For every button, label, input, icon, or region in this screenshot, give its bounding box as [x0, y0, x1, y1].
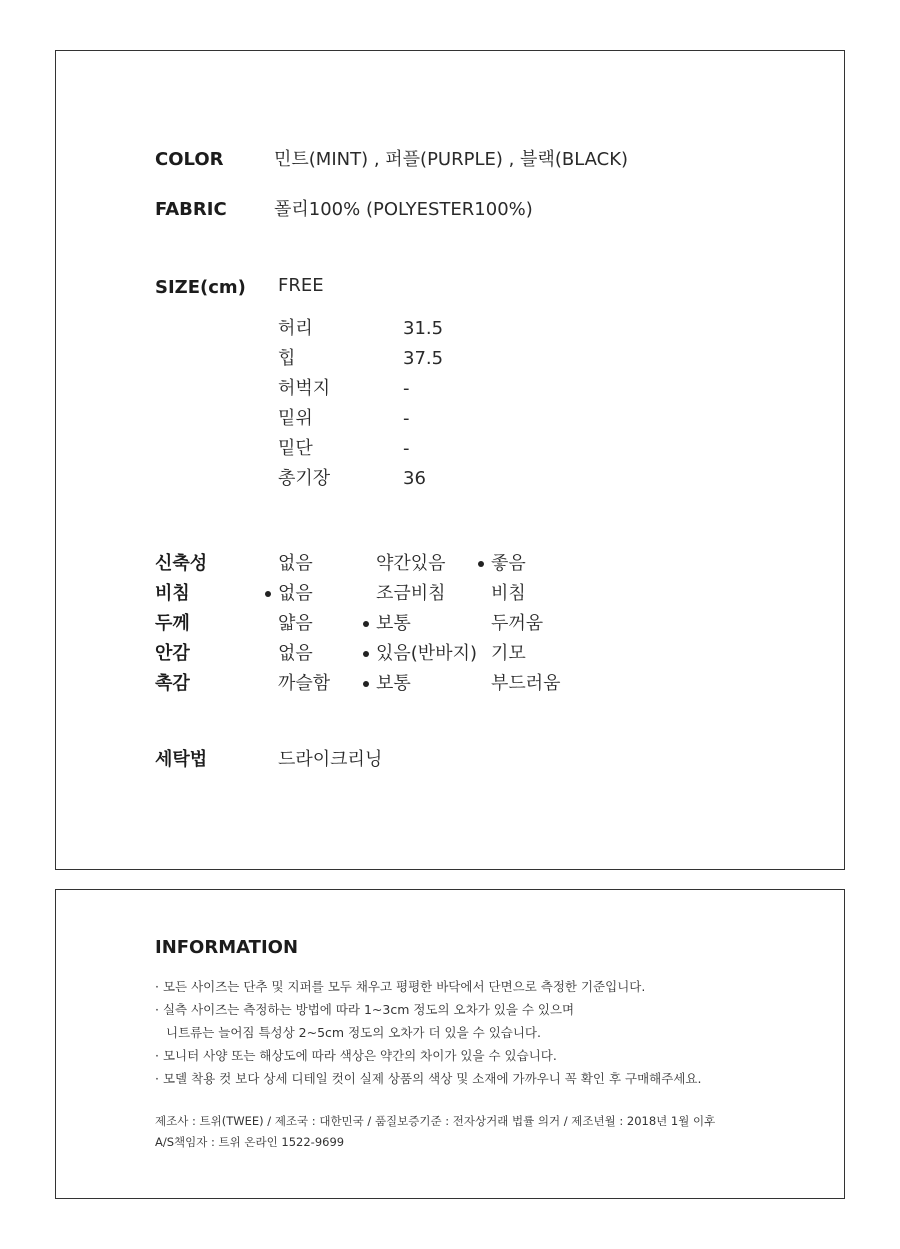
info-line: · 모델 착용 컷 보다 상세 디테일 컷이 실제 상품의 색상 및 소재에 가까우니 꼭 확인 후 구매해주세요. — [155, 1071, 702, 1086]
fabric-value: 폴리100% (POLYESTER100%) — [274, 199, 533, 220]
selected-bullet-icon — [363, 681, 369, 687]
attribute-option: 있음(반바지) — [376, 643, 477, 664]
info-line: · 모니터 사양 또는 해상도에 따라 색상은 약간의 차이가 있을 수 있습니다. — [155, 1048, 557, 1063]
size-measure-value: 31.5 — [403, 318, 444, 339]
attribute-option: 약간있음 — [376, 553, 446, 574]
size-measure-value: - — [403, 378, 410, 399]
attribute-option: 두꺼움 — [491, 613, 544, 634]
fabric-label: FABRIC — [155, 199, 227, 220]
attribute-option: 얇음 — [278, 613, 313, 634]
size-name: FREE — [278, 275, 324, 296]
as-contact-info: A/S책임자 : 트위 온라인 1522-9699 — [155, 1135, 345, 1149]
attribute-option: 없음 — [278, 583, 313, 604]
size-measure-name: 밑단 — [278, 438, 313, 459]
selected-bullet-icon — [363, 651, 369, 657]
attribute-option: 없음 — [278, 643, 313, 664]
attribute-option: 부드러움 — [491, 673, 561, 694]
color-label: COLOR — [155, 149, 224, 170]
attribute-option: 좋음 — [491, 553, 526, 574]
attribute-label: 비침 — [155, 583, 190, 604]
washing-label: 세탁법 — [155, 749, 208, 770]
attribute-label: 안감 — [155, 643, 190, 664]
attribute-option: 보통 — [376, 613, 411, 634]
size-measure-value: - — [403, 438, 410, 459]
size-measure-value: 37.5 — [403, 348, 444, 369]
size-measure-name: 총기장 — [278, 468, 331, 489]
size-measure-value: 36 — [403, 468, 426, 489]
washing-value: 드라이크리닝 — [278, 749, 383, 770]
attribute-option: 기모 — [491, 643, 526, 664]
attribute-label: 두께 — [155, 613, 190, 634]
size-measure-name: 밑위 — [278, 408, 313, 429]
attribute-option: 조금비침 — [376, 583, 446, 604]
selected-bullet-icon — [478, 561, 484, 567]
size-measure-value: - — [403, 408, 410, 429]
size-measure-name: 허리 — [278, 318, 313, 339]
attribute-option: 까슬함 — [278, 673, 331, 694]
info-line: · 실측 사이즈는 측정하는 방법에 따라 1~3cm 정도의 오차가 있을 수 있으며 — [155, 1002, 575, 1017]
info-line: · 모든 사이즈는 단추 및 지퍼를 모두 채우고 평평한 바닥에서 단면으로 측정한 기준입니다. — [155, 979, 646, 994]
manufacturer-info: 제조사 : 트위(TWEE) / 제조국 : 대한민국 / 품질보증기준 : 전자상거래 법률 의거 / 제조년월 : 2018년 1월 이후 — [155, 1114, 716, 1128]
selected-bullet-icon — [363, 621, 369, 627]
information-title: INFORMATION — [155, 937, 299, 958]
size-label: SIZE(cm) — [155, 277, 246, 298]
attribute-option: 없음 — [278, 553, 313, 574]
attribute-option: 보통 — [376, 673, 411, 694]
selected-bullet-icon — [265, 591, 271, 597]
info-line: 니트류는 늘어짐 특성상 2~5cm 정도의 오차가 더 있을 수 있습니다. — [166, 1025, 541, 1040]
size-measure-name: 허벅지 — [278, 378, 331, 399]
product-spec-panel — [55, 50, 845, 870]
information-panel — [55, 889, 845, 1199]
attribute-label: 신축성 — [155, 553, 208, 574]
attribute-option: 비침 — [491, 583, 526, 604]
size-measure-name: 힙 — [278, 348, 296, 369]
attribute-label: 촉감 — [155, 673, 190, 694]
color-value: 민트(MINT) , 퍼플(PURPLE) , 블랙(BLACK) — [274, 149, 629, 170]
